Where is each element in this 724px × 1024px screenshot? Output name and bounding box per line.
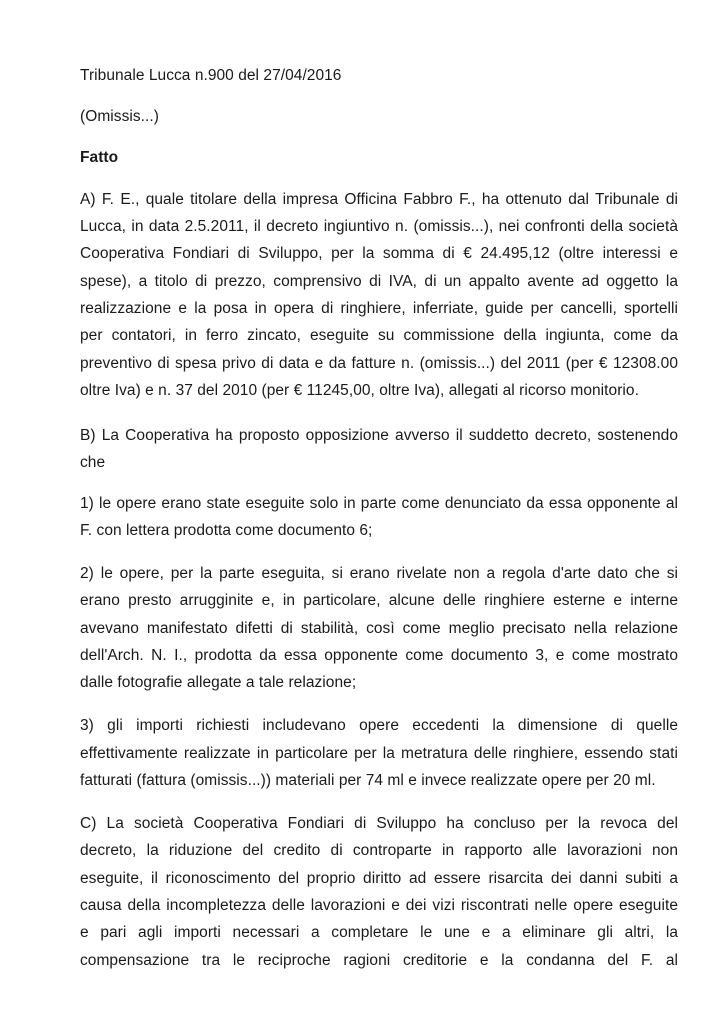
text-line: C) La società Cooperativa Fondiari di Sviluppo ha concluso per la revoca del	[80, 815, 678, 832]
text-line: e pari agli importi necessari a completare le une e a eliminare gli altri, la	[80, 924, 678, 941]
text-line: per contatori, in ferro zincato, eseguite su commissione della ingiunta, come da	[80, 327, 678, 344]
text-line: erano presto arrugginite e, in particolare, alcune delle ringhiere esterne e interne	[80, 592, 678, 609]
text-line: dell'Arch. N. I., prodotta da essa opponente come documento 3, e come mostrato	[80, 647, 678, 664]
text-line: causa della incompletezza delle lavorazioni e dei vizi riscontrati nelle opere eseguite	[80, 897, 678, 914]
omissis-note: (Omissis...)	[80, 108, 159, 125]
text-line: F. con lettera prodotta come documento 6;	[80, 522, 373, 539]
text-line: fatturati (fattura (omissis...)) materiali per 74 ml e invece realizzate opere per 20 ml.	[80, 772, 656, 789]
text-line: B) La Cooperativa ha proposto opposizione avverso il suddetto decreto, sostenendo	[80, 427, 678, 444]
text-line: realizzazione e la posa in opera di ringhiere, inferriate, guide per cancelli, sportelli	[80, 300, 678, 317]
text-line: compensazione tra le reciproche ragioni creditorie e la condanna del F. al	[80, 952, 678, 969]
section-heading: Fatto	[80, 149, 119, 166]
text-line: dalle fotografie allegate a tale relazione;	[80, 674, 357, 691]
text-line: A) F. E., quale titolare della impresa Officina Fabbro F., ha ottenuto dal Tribunale di	[80, 191, 678, 208]
text-line: eseguite, il riconoscimento del proprio diritto ad essere risarcita dei danni subiti a	[80, 870, 678, 887]
text-line: oltre Iva) e n. 37 del 2010 (per € 11245,00, oltre Iva), allegati al ricorso monitorio.	[80, 382, 639, 399]
text-line: 1) le opere erano state eseguite solo in parte come denunciato da essa opponente al	[80, 495, 678, 512]
document-header: Tribunale Lucca n.900 del 27/04/2016	[80, 67, 342, 84]
text-line: 3) gli importi richiesti includevano opere eccedenti la dimensione di quelle	[80, 717, 678, 734]
text-line: 2) le opere, per la parte eseguita, si erano rivelate non a regola d'arte dato che si	[80, 565, 678, 582]
text-line: che	[80, 454, 106, 471]
text-line: spese), a titolo di prezzo, comprensivo di IVA, di un appalto avente ad oggetto la	[80, 273, 678, 290]
text-line: decreto, la riduzione del credito di controparte in rapporto alle lavorazioni non	[80, 842, 678, 859]
text-line: avevano manifestato difetti di stabilità, così come meglio precisato nella relazione	[80, 620, 678, 637]
text-line: Lucca, in data 2.5.2011, il decreto ingiuntivo n. (omissis...), nei confronti della società	[80, 218, 678, 235]
text-line: effettivamente realizzate in particolare per la metratura delle ringhiere, essendo stati	[80, 745, 678, 762]
text-line: preventivo di spesa privo di data e da fatture n. (omissis...) del 2011 (per € 12308.00	[80, 355, 678, 372]
text-line: Cooperativa Fondiari di Sviluppo, per la somma di € 24.495,12 (oltre interessi e	[80, 245, 678, 262]
